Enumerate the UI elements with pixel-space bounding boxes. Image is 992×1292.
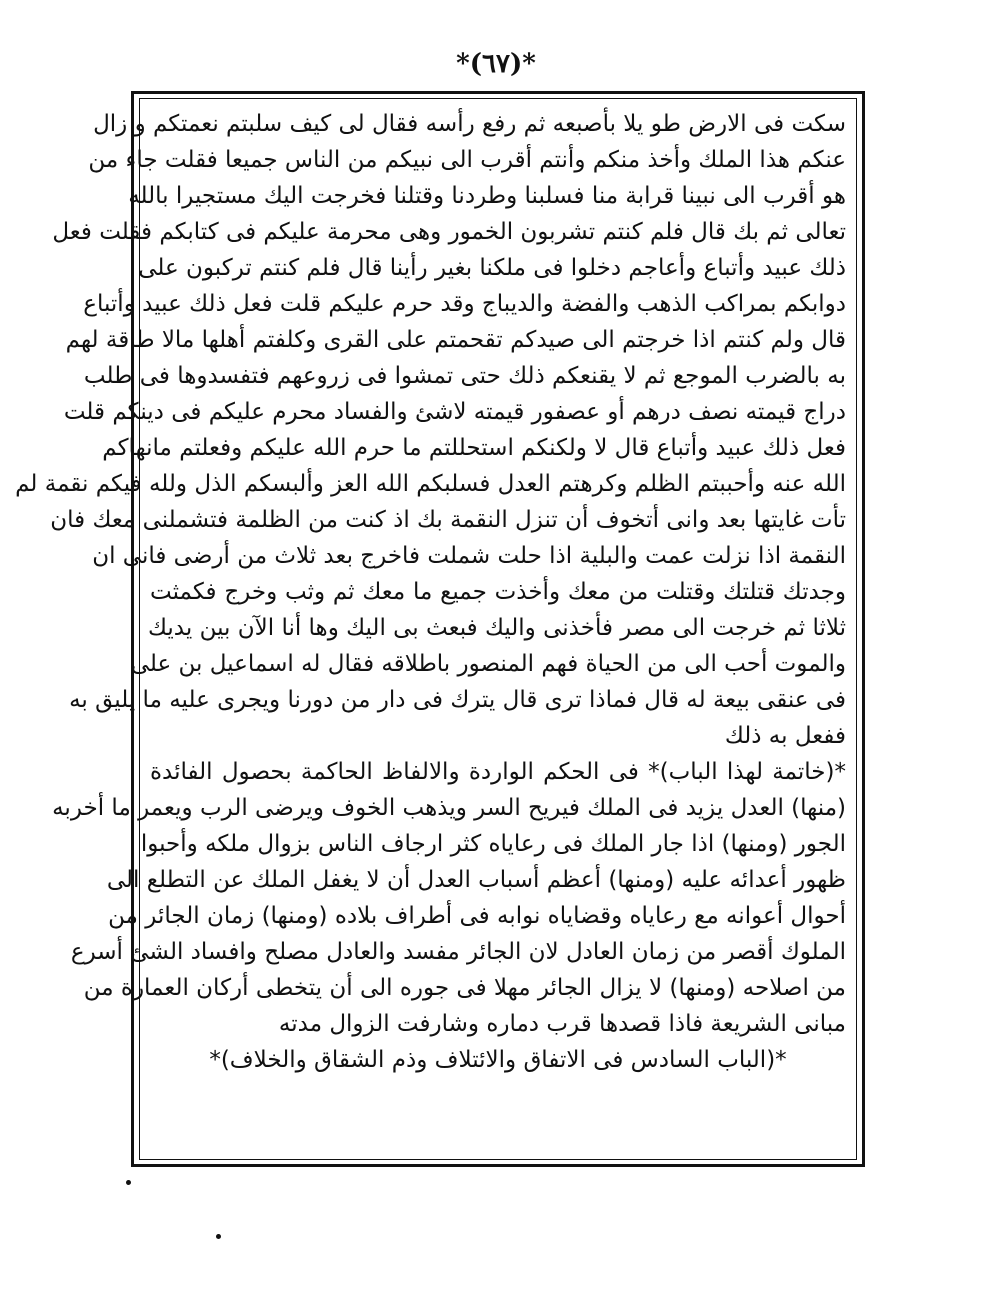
page-number: *(٦٧)*: [456, 49, 536, 79]
text-line-3: هو أقرب الى نبينا قرابة منا فسلبنا وطردنا وقتلنا فخرجت اليك مستجيرا بالله: [128, 183, 846, 209]
text-line-23: أحوال أعوانه مع رعاياه وقضاياه نوابه فى أطراف بلاده (ومنها) زمان الجائر من: [108, 903, 846, 929]
text-line-20: (منها) العدل يزيد فى الملك فيريح السر ويذهب الخوف ويرضى الرب ويعمر ما أخربه: [52, 795, 846, 821]
text-line-6: دوابكم بمراكب الذهب والفضة والديباج وقد حرم عليكم قلت فعل ذلك عبيد وأتباع: [83, 291, 846, 317]
text-line-8: به بالضرب الموجع ثم لا يقنعكم ذلك حتى تمشوا فى زروعهم فتفسدوها فى طلب: [83, 363, 846, 389]
text-line-2: عنكم هذا الملك وأخذ منكم وأنتم أقرب الى نبيكم من الناس جميعا فقلت جاء من: [88, 147, 846, 173]
text-line-12: تأت غايتها بعد وانى أتخوف أن تنزل النقمة بك اذ كنت من الظلمة فتشملنى معك فان: [50, 507, 846, 533]
text-line-11: الله عنه وأحببتم الظلم وكرهتم العدل فسلبكم الله العز وألبسكم الذل ولله فيكم نقمة لم: [15, 471, 846, 497]
text-line-7: قال ولم كنتم اذا خرجتم الى صيدكم تقحمتم على القرى وكلفتم أهلها مالا طاقة لهم: [65, 327, 846, 353]
text-line-9: دراج قيمته نصف درهم أو عصفور قيمته لاشئ والفساد محرم عليكم فى دينكم قلت: [63, 399, 846, 425]
text-line-5: ذلك عبيد وأتباع وأعاجم دخلوا فى ملكنا بغير رأينا قال فلم كنتم تركبون على: [138, 255, 846, 281]
text-line-14: وجدتك قتلتك وقتلت من معك وأخذت جميع ما معك ثم وثب وخرج فكمثت: [150, 579, 846, 605]
text-line-26: مبانى الشريعة فاذا قصدها قرب دماره وشارفت الزوال مدته: [278, 1011, 846, 1037]
section-heading-conclusion: *(خاتمة لهذا الباب)* فى الحكم الواردة والالفاظ الحاكمة بحصول الفائدة: [150, 759, 846, 785]
text-line-25: من اصلاحه (ومنها) لا يزال الجائر مهلا فى جوره الى أن يتخطى أركان العمارة من: [83, 975, 846, 1001]
text-line-4: تعالى ثم بك قال فلم كنتم تشربون الخمور وهى محرمة عليكم فى كتابكم فقلت فعل: [52, 219, 846, 245]
text-line-10: فعل ذلك عبيد وأتباع قال لا ولكنكم استحللتم ما حرم الله عليكم وفعلتم مانهاكم: [102, 435, 846, 461]
stray-dot: [126, 1180, 131, 1185]
text-line-15: ثلاثا ثم خرجت الى مصر فأخذنى واليك فبعث بى اليك وها أنا الآن بين يديك: [148, 615, 846, 641]
text-line-17: فى عنقى بيعة له قال فماذا ترى قال يترك فى دار من دورنا ويجرى عليه ما يليق به: [69, 687, 846, 713]
text-line-16: والموت أحب الى من الحياة فهم المنصور باطلاقه فقال له اسماعيل بن على: [130, 651, 846, 677]
text-line-1: سكت فى الارض طو يلا بأصبعه ثم رفع رأسه فقال لى كيف سلبتم نعمتكم و زال: [93, 111, 846, 137]
text-line-21: الجور (ومنها) اذا جار الملك فى رعاياه كثر ارجاف الناس بزوال ملكه وأحبوا: [140, 831, 846, 857]
text-line-22: ظهور أعدائه عليه (ومنها) أعظم أسباب العدل أن لا يغفل الملك عن التطلع الى: [106, 867, 846, 893]
chapter-heading-six: *(الباب السادس فى الاتفاق والائتلاف وذم الشقاق والخلاف)*: [209, 1047, 787, 1073]
stray-dot: [216, 1234, 221, 1239]
text-line-13: النقمة اذا نزلت عمت والبلية اذا حلت شملت فاخرج بعد ثلاث من أرضى فانى ان: [92, 543, 846, 569]
text-line-24: الملوك أقصر من زمان العادل لان الجائر مفسد والعادل مصلح وافساد الشئ أسرع: [70, 939, 846, 965]
text-line-18: ففعل به ذلك: [724, 723, 846, 749]
body-text: [15, 106, 846, 1078]
